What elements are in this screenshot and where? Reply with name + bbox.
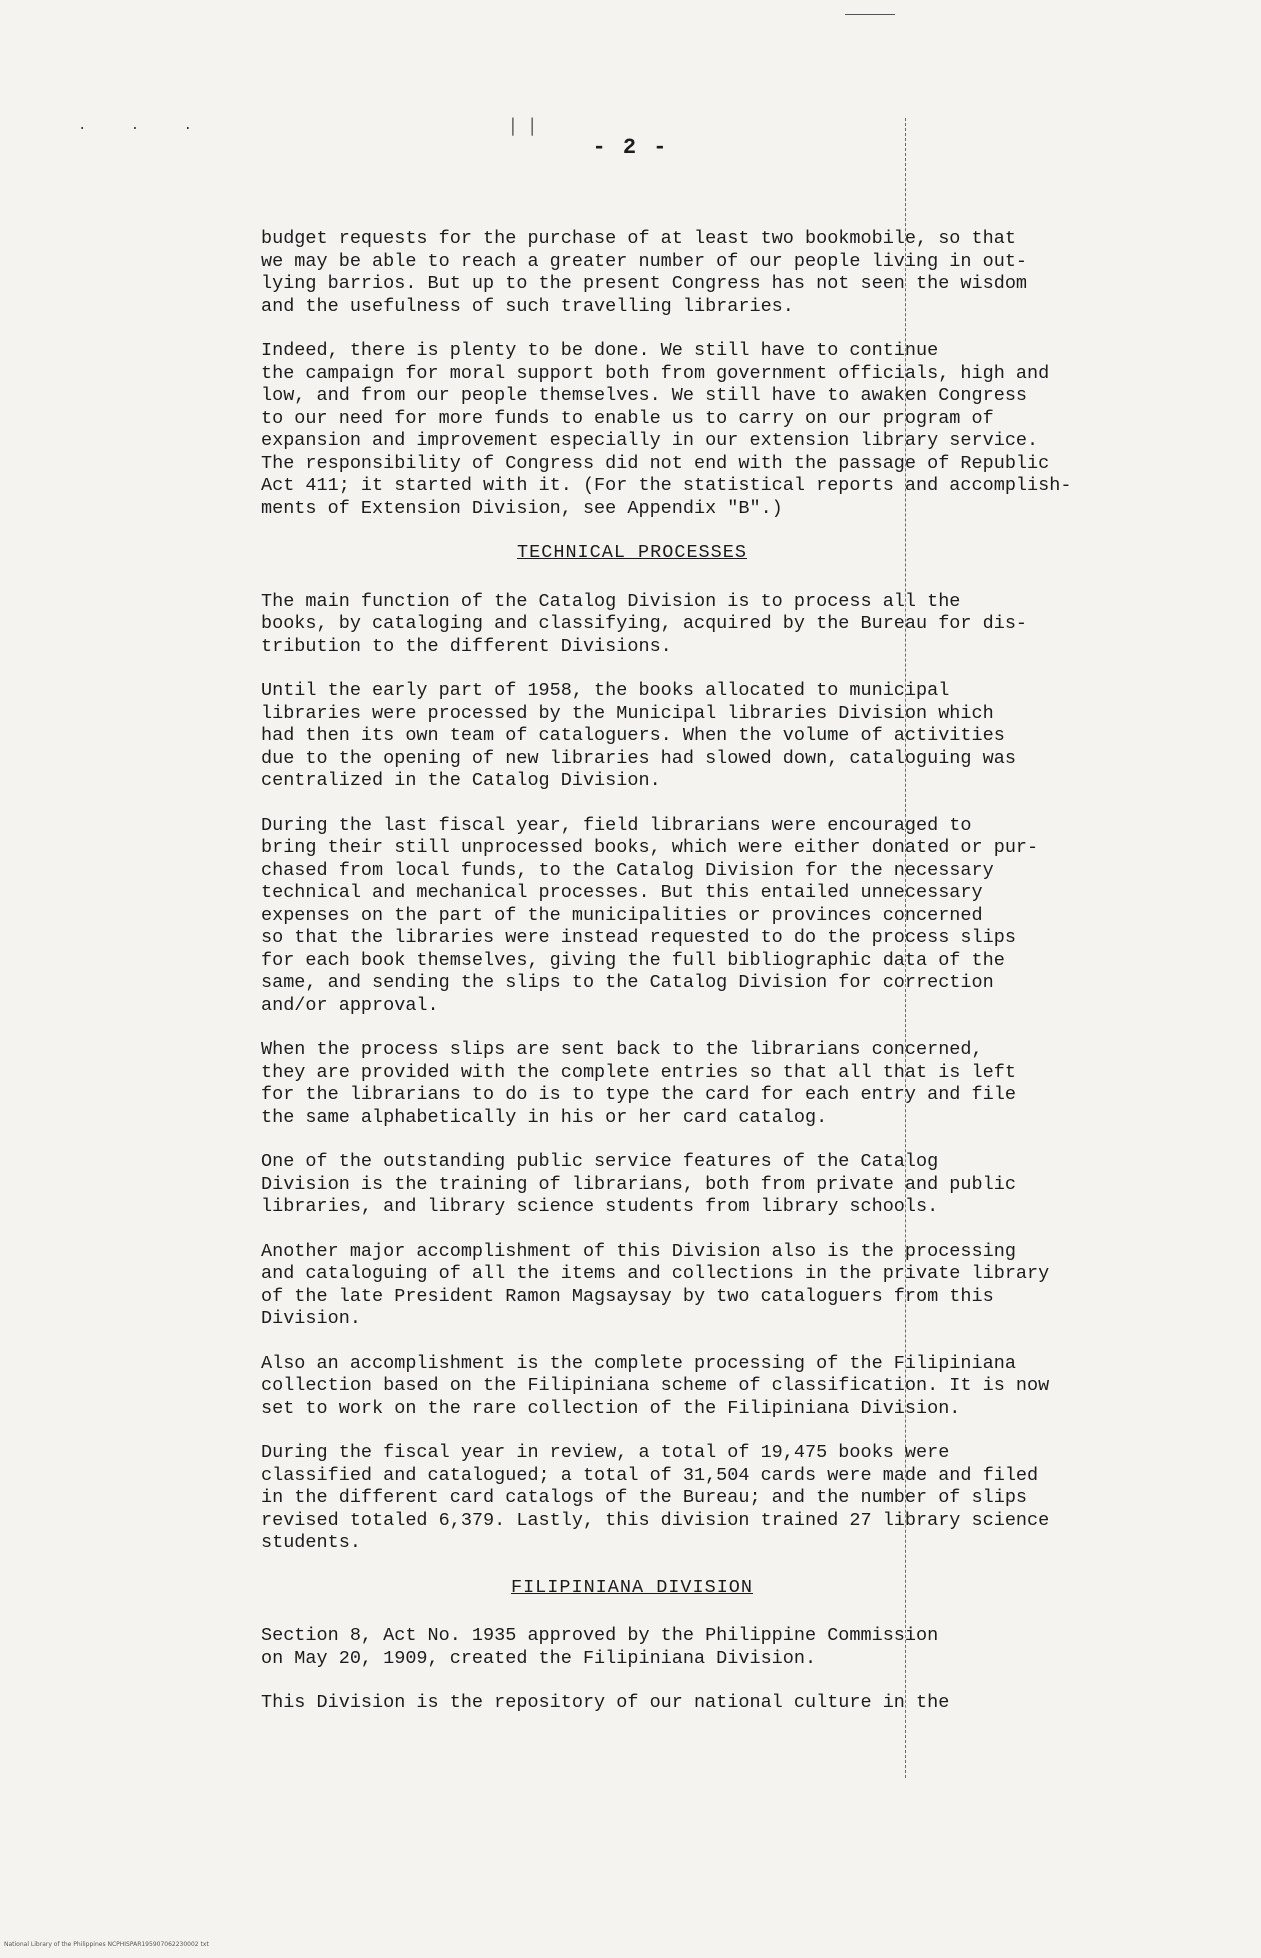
text-line: lying barrios. But up to the present Congress has not seen the wisdom xyxy=(261,273,1028,294)
text-line: the same alphabetically in his or her card catalog. xyxy=(261,1106,828,1128)
text-line: One of the outstanding public service features of the Catalog xyxy=(261,1151,939,1172)
text-line: During the fiscal year in review, a total of 19,475 books were xyxy=(261,1442,950,1463)
section-heading-filipiniana-division: FILIPINIANA DIVISION xyxy=(510,1576,754,1598)
text-line: expansion and improvement especially in our extension library service. xyxy=(261,430,1039,451)
text-line: for the librarians to do is to type the card for each entry and file xyxy=(261,1084,1016,1105)
text-line: bring their still unprocessed books, which were either donated or pur- xyxy=(261,837,1039,858)
text-line: had then its own team of cataloguers. When the volume of activities xyxy=(261,725,1005,746)
text-line: This Division is the repository of our national culture in the xyxy=(261,1692,950,1713)
text-line: technical and mechanical processes. But this entailed unnecessary xyxy=(261,882,983,903)
text-line: Also an accomplishment is the complete processing of the Filipiniana xyxy=(261,1352,1016,1374)
text-line: we may be able to reach a greater number of our people living in out- xyxy=(261,250,1028,272)
text-line: ments of Extension Division, see Appendix "B".) xyxy=(261,497,783,519)
paragraph xyxy=(207,228,1057,318)
section-heading-technical-processes: TECHNICAL PROCESSES xyxy=(517,542,747,563)
paragraph xyxy=(207,815,1057,1018)
text-line: revised totaled 6,379. Lastly, this division trained 27 library science xyxy=(261,1509,1050,1531)
text-line: of the late President Ramon Magsaysay by two cataloguers from this xyxy=(261,1285,994,1307)
text-line: Indeed, there is plenty to be done. We still have to continue xyxy=(261,340,939,361)
paragraph xyxy=(207,1353,1057,1421)
paragraph xyxy=(207,680,1057,793)
text-line: Another major accomplishment of this Division also is the processing xyxy=(261,1240,1016,1262)
text-line: so that the libraries were instead requested to do the process slips xyxy=(261,927,1016,948)
text-line: Section 8, Act No. 1935 approved by the Philippine Commission xyxy=(261,1625,939,1646)
text-line: in the different card catalogs of the Bureau; and the number of slips xyxy=(261,1487,1028,1508)
paragraph xyxy=(207,1241,1057,1331)
text-line: books, by cataloging and classifying, acquired by the Bureau for dis- xyxy=(261,613,1028,634)
paragraph xyxy=(207,1625,1057,1670)
text-line: same, and sending the slips to the Catalog Division for correction xyxy=(261,972,994,993)
paragraph xyxy=(207,1151,1057,1219)
text-line: When the process slips are sent back to the librarians concerned, xyxy=(261,1039,983,1060)
text-line: classified and catalogued; a total of 31,504 cards were made and filed xyxy=(261,1464,1039,1486)
text-line: and/or approval. xyxy=(261,994,439,1016)
text-line: they are provided with the complete entries so that all that is left xyxy=(261,1061,1016,1083)
text-line: for each book themselves, giving the full bibliographic data of the xyxy=(261,949,1005,971)
text-line: and the usefulness of such travelling libraries. xyxy=(261,295,794,317)
text-line: students. xyxy=(261,1532,361,1553)
text-line: low, and from our people themselves. We still have to awaken Congress xyxy=(261,385,1028,406)
text-line: set to work on the rare collection of the Filipiniana Division. xyxy=(261,1397,961,1419)
text-line: The responsibility of Congress did not end with the passage of Republic xyxy=(261,452,1050,474)
paragraph xyxy=(207,1692,1057,1715)
paragraph xyxy=(207,591,1057,659)
text-line: collection based on the Filipiniana scheme of classification. It is now xyxy=(261,1375,1050,1396)
text-line: tribution to the different Divisions. xyxy=(261,635,672,657)
text-line: libraries, and library science students from library schools. xyxy=(261,1196,939,1217)
text-line: libraries were processed by the Municipal libraries Division which xyxy=(261,702,994,724)
text-line: Division. xyxy=(261,1308,361,1329)
tick-mark: │ │ xyxy=(508,118,537,136)
document-body xyxy=(207,228,1072,1737)
paragraph xyxy=(207,1442,1057,1555)
text-line: Act 411; it started with it. (For the statistical reports and accomplish- xyxy=(261,475,1072,496)
text-line: expenses on the part of the municipalities or provinces concerned xyxy=(261,904,983,926)
text-line: on May 20, 1909, created the Filipiniana Division. xyxy=(261,1647,817,1669)
text-line: Division is the training of librarians, both from private and public xyxy=(261,1173,1016,1195)
text-line: centralized in the Catalog Division. xyxy=(261,770,661,791)
text-line: the campaign for moral support both from government officials, high and xyxy=(261,362,1050,384)
text-line: chased from local funds, to the Catalog Division for the necessary xyxy=(261,859,994,881)
text-line: During the last fiscal year, field librarians were encouraged to xyxy=(261,814,972,836)
paragraph xyxy=(207,340,1072,520)
text-line: to our need for more funds to enable us to carry on our program of xyxy=(261,407,994,429)
text-line: Until the early part of 1958, the books allocated to municipal xyxy=(261,680,950,701)
paragraph xyxy=(207,1039,1057,1129)
text-line: and cataloguing of all the items and collections in the private library xyxy=(261,1263,1050,1284)
text-line: due to the opening of new libraries had slowed down, cataloguing was xyxy=(261,747,1016,769)
top-rule xyxy=(845,14,895,15)
text-line: The main function of the Catalog Division is to process all the xyxy=(261,590,961,612)
page-number: - 2 - xyxy=(592,135,669,160)
archive-footer: National Library of the Philippines NCPHISPAR195907062230002 txt xyxy=(4,1941,209,1948)
text-line: budget requests for the purchase of at least two bookmobile, so that xyxy=(261,228,1016,249)
scan-specks: . . . xyxy=(78,118,211,134)
